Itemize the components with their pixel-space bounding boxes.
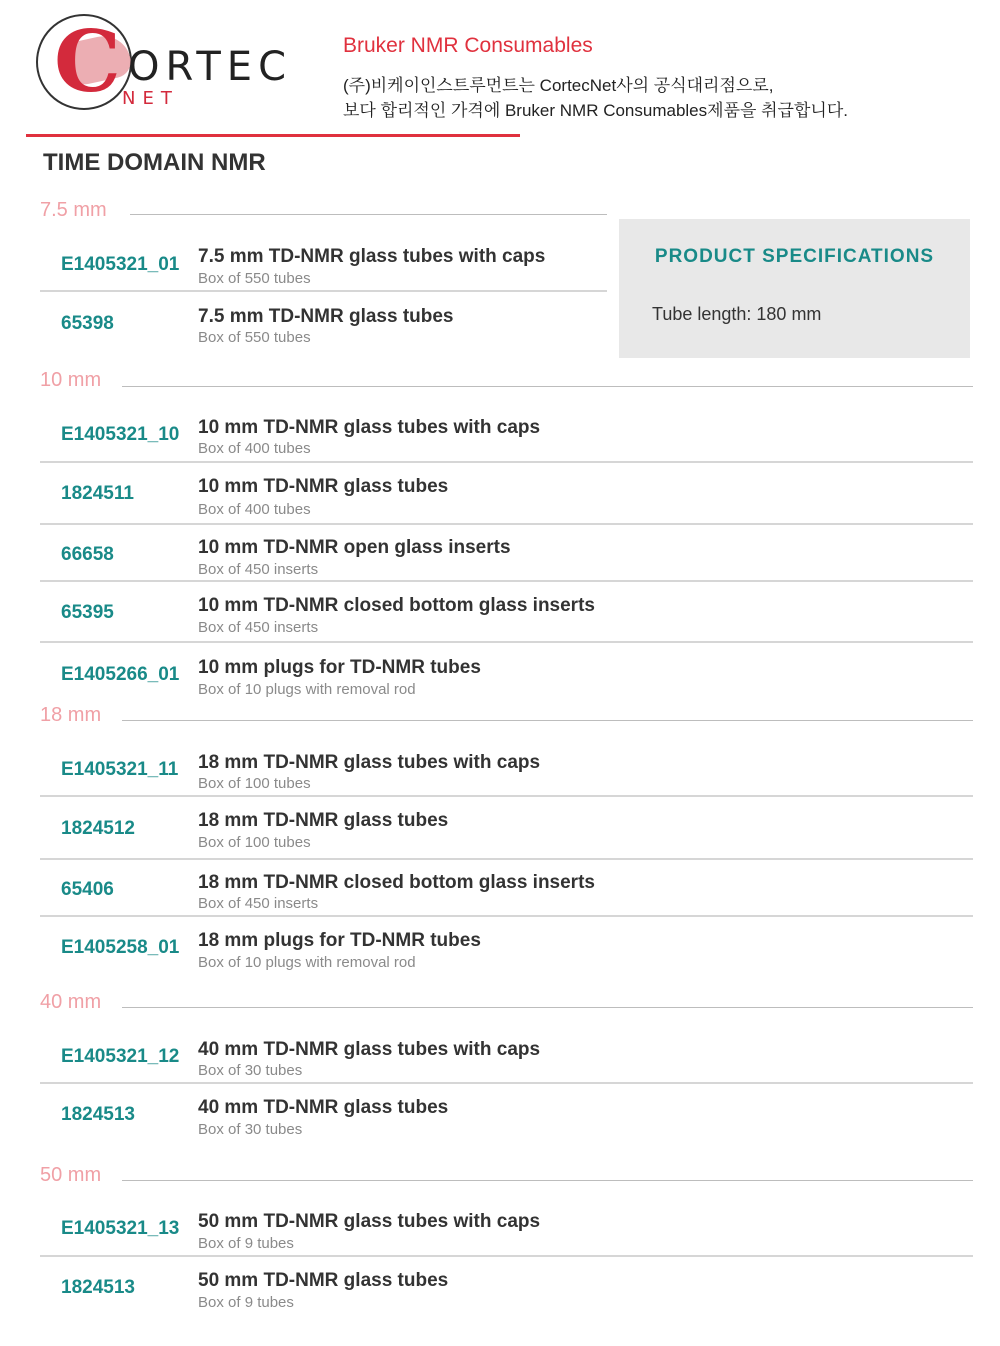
spec-text: Tube length: 180 mm [652, 304, 822, 324]
product-package: Box of 450 inserts [198, 895, 319, 912]
header-brand: Bruker NMR Consumables [343, 34, 593, 57]
row-divider [40, 580, 973, 582]
row-divider [40, 523, 973, 525]
product-name: 50 mm TD-NMR glass tubes [198, 1270, 449, 1291]
section-divider [122, 1007, 973, 1008]
product-name: 10 mm TD-NMR closed bottom glass inserts [198, 595, 595, 616]
product-name: 10 mm TD-NMR glass tubes [198, 476, 449, 497]
row-divider [40, 1255, 973, 1257]
product-code: E1405321_13 [61, 1218, 180, 1239]
product-code: 1824512 [61, 818, 135, 839]
product-code: E1405266_01 [61, 664, 180, 685]
product-name: 18 mm TD-NMR glass tubes [198, 810, 449, 831]
product-code: E1405321_01 [61, 254, 180, 275]
product-package: Box of 100 tubes [198, 834, 311, 851]
section-label: 18 mm [40, 704, 102, 726]
logo-subtext: NET [122, 88, 179, 109]
product-code: 65398 [61, 313, 114, 334]
product-code: 65406 [61, 879, 114, 900]
product-package: Box of 100 tubes [198, 775, 311, 792]
product-name: 18 mm TD-NMR closed bottom glass inserts [198, 872, 595, 893]
section-divider [122, 1180, 973, 1181]
product-package: Box of 550 tubes [198, 329, 311, 346]
product-name: 10 mm TD-NMR open glass inserts [198, 537, 511, 558]
logo-wordmark: ORTEC [128, 44, 293, 90]
product-code: 1824511 [61, 483, 134, 504]
product-package: Box of 9 tubes [198, 1235, 294, 1252]
product-code: E1405321_12 [61, 1046, 180, 1067]
product-specifications-box [619, 219, 970, 358]
product-code: 65395 [61, 602, 114, 623]
section-label: 10 mm [40, 369, 102, 391]
section-divider [122, 386, 973, 387]
row-divider [40, 461, 973, 463]
section-divider [130, 214, 607, 215]
header-line-2: 보다 합리적인 가격에 Bruker NMR Consumables제품을 취급합니다. [343, 101, 848, 120]
product-package: Box of 9 tubes [198, 1294, 294, 1311]
product-name: 18 mm plugs for TD-NMR tubes [198, 930, 481, 951]
product-name: 10 mm TD-NMR glass tubes with caps [198, 417, 541, 438]
row-divider [40, 858, 973, 860]
product-code: E1405321_10 [61, 424, 180, 445]
row-divider [40, 1082, 973, 1084]
product-name: 7.5 mm TD-NMR glass tubes [198, 306, 454, 327]
page-title: TIME DOMAIN NMR [43, 149, 266, 176]
header-line-1: (주)비케이인스트루먼트는 CortecNet사의 공식대리점으로, [343, 76, 774, 95]
product-package: Box of 10 plugs with removal rod [198, 681, 416, 698]
product-code: E1405321_11 [61, 759, 179, 780]
product-package: Box of 400 tubes [198, 440, 311, 457]
section-divider [122, 720, 973, 721]
row-divider [40, 915, 973, 917]
cortecnet-logo [36, 14, 296, 118]
product-name: 50 mm TD-NMR glass tubes with caps [198, 1211, 541, 1232]
product-code: 1824513 [61, 1104, 135, 1125]
header-divider [26, 134, 520, 137]
product-package: Box of 30 tubes [198, 1121, 303, 1138]
product-name: 10 mm plugs for TD-NMR tubes [198, 657, 481, 678]
product-package: Box of 450 inserts [198, 619, 319, 636]
product-name: 18 mm TD-NMR glass tubes with caps [198, 752, 541, 773]
spec-title: PRODUCT SPECIFICATIONS [654, 246, 935, 267]
product-package: Box of 400 tubes [198, 501, 311, 518]
row-divider [40, 641, 973, 643]
row-divider [40, 290, 607, 292]
section-label: 50 mm [40, 1164, 102, 1186]
product-package: Box of 30 tubes [198, 1062, 303, 1079]
row-divider [40, 795, 973, 797]
product-name: 40 mm TD-NMR glass tubes [198, 1097, 449, 1118]
product-package: Box of 550 tubes [198, 270, 311, 287]
product-code: 1824513 [61, 1277, 135, 1298]
product-code: E1405258_01 [61, 937, 180, 958]
section-label: 7.5 mm [40, 199, 107, 221]
section-label: 40 mm [40, 991, 102, 1013]
product-package: Box of 10 plugs with removal rod [198, 954, 416, 971]
logo-letter-c: C [54, 12, 121, 111]
product-package: Box of 450 inserts [198, 561, 319, 578]
product-name: 40 mm TD-NMR glass tubes with caps [198, 1039, 541, 1060]
product-name: 7.5 mm TD-NMR glass tubes with caps [198, 246, 546, 267]
product-code: 66658 [61, 544, 114, 565]
